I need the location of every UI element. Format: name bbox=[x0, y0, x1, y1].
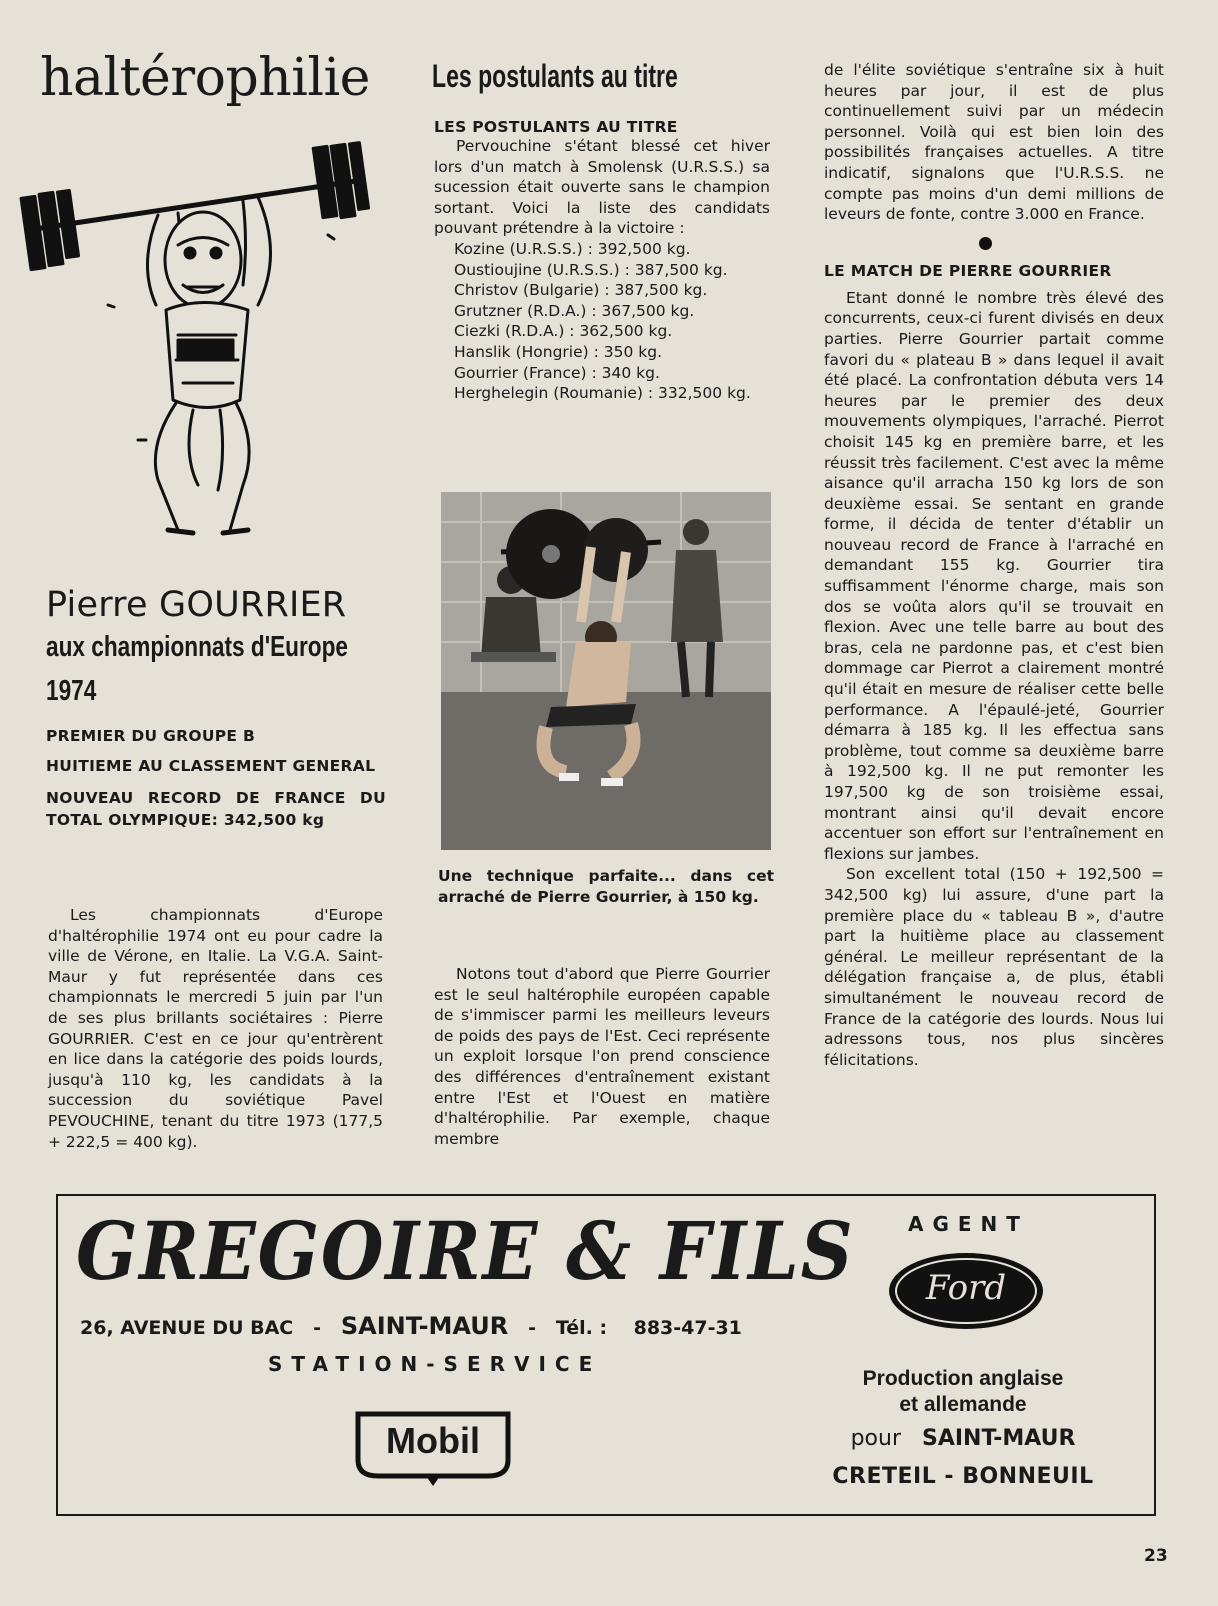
ad-tel: 883-47-31 bbox=[633, 1317, 742, 1339]
ad-production-line: Production anglaise bbox=[862, 1367, 1064, 1390]
mobil-wordmark: Mobil bbox=[386, 1420, 480, 1461]
headline-subtitle: aux championnats d'Europe bbox=[46, 631, 349, 663]
body-paragraph: de l'élite soviétique s'entraîne six à huit heures par jour, il est de plus continuellement suivi par un médecin personnel. Voilà qui est bien loin des possibilités françaises actuelles. A titre indicatif, signalons que l'U.R.S.S. ne compte pas moins d'un demi millions de leveurs de fonte, contre 3.000 en France. bbox=[824, 61, 1164, 224]
headline-year: 1974 bbox=[46, 675, 97, 707]
kicker-group: PREMIER DU GROUPE B bbox=[46, 727, 256, 745]
ad-separator: - bbox=[528, 1317, 536, 1339]
headline-name: Pierre GOURRIER bbox=[46, 585, 347, 625]
body-paragraph: Les championnats d'Europe d'haltérophilie 1974 ont eu pour cadre la ville de Vérone, en Italie. La V.G.A. Saint-Maur y fut représentée dans ces championnats le mercredi 5 juin par l'un de ses plus brillants sociétaires : Pierre GOURRIER. C'est en ce jour qu'entrèrent en lice dans la catégorie des poids lourds, jusqu'à 110 kg, les candidats à la succession du soviétique Pavel PEVOUCHINE, tenant du titre 1973 (177,5 + 222,5 = 400 kg). bbox=[48, 906, 383, 1151]
article-headline bbox=[46, 585, 386, 831]
list-item: Ciezki (R.D.A.) : 362,500 kg. bbox=[454, 322, 673, 341]
ford-wordmark: Ford bbox=[925, 1268, 1007, 1308]
body-paragraph: Notons tout d'abord que Pierre Gourrier est le seul haltérophile européen capable de s'immiscer parmi les meilleurs leveurs de poids des pays de l'Est. Ceci représente un exploit lorsque l'on prend conscience des différences d'entraînement existant entre l'Est et l'Ouest en matière d'haltérophilie. Par exemple, chaque membre bbox=[434, 965, 770, 1148]
ad-city: SAINT-MAUR bbox=[340, 1312, 509, 1340]
ad-production bbox=[798, 1366, 1128, 1418]
list-item: Oustioujine (U.R.S.S.) : 387,500 kg. bbox=[454, 260, 728, 279]
page-number: 23 bbox=[1144, 1546, 1168, 1566]
ad-production-line: et allemande bbox=[899, 1393, 1027, 1416]
advertisement bbox=[56, 1194, 1156, 1516]
candidates-intro: Pervouchine s'étant blessé cet hiver lors d'un match à Smolensk (U.R.S.S.) sa sucession était ouverte sans le champion sortant. Voici la liste des candidats pouvant prétendre à la victoire : bbox=[434, 137, 770, 238]
section-title: haltérophilie bbox=[40, 48, 370, 108]
weightlifter-illustration bbox=[8, 135, 378, 555]
kicker-record: NOUVEAU RECORD DE FRANCE DU TOTAL OLYMPIQUE: 342,500 kg bbox=[46, 789, 386, 829]
ad-separator: - bbox=[313, 1317, 321, 1339]
column-3-subheading: LE MATCH DE PIERRE GOURRIER bbox=[824, 261, 1112, 280]
column-2-body bbox=[434, 964, 770, 1149]
weightlifting-photo bbox=[441, 492, 771, 850]
column-3 bbox=[824, 60, 1164, 1070]
list-item: Kozine (U.R.S.S.) : 392,500 kg. bbox=[454, 239, 691, 258]
column-2-top bbox=[434, 118, 770, 404]
ad-station: STATION-SERVICE bbox=[268, 1352, 602, 1376]
list-item: Hanslik (Hongrie) : 350 kg. bbox=[454, 342, 663, 361]
kicker-ranking: HUITIEME AU CLASSEMENT GENERAL bbox=[46, 757, 376, 775]
ad-address bbox=[80, 1312, 742, 1340]
ad-agent: AGENT bbox=[908, 1212, 1029, 1236]
candidates-list bbox=[434, 239, 770, 404]
ad-street: 26, AVENUE DU BAC bbox=[80, 1317, 294, 1339]
body-paragraph: Etant donné le nombre très élevé des concurrents, ceux-ci furent divisés en deux parties. Pierre Gourrier partait comme favori du « plateau B » dans lequel il avait été placé. La confrontation débuta vers 14 heures par le premier des deux mouvements olympiques, l'arraché. Pierrot choisit 145 kg en première barre, et les réussit très facilement. C'est avec la même aisance qu'il arracha 150 kg lors de son deuxième essai. Se sentant en grande forme, il décida de tenter d'établir un nouveau record de France à l'arraché en demandant 155 kg. Gourrier tira suffisamment l'énorme charge, mais son dos se voûta alors qu'il se trouvait en flexion. Avec une telle barre au bout des bras, cela ne pardonne pas, et c'est bien dommage car Pierrot a clairement montré qu'il était en mesure de réaliser cette belle performance. A l'épaulé-jeté, Gourrier démarra à 185 kg. Il les effectua sans problème, tout comme sa deuxième barre à 192,500 kg. Il ne put remonter les 197,500 kg de son troisième essai, montrant ainsi qu'il devait encore accentuer son effort sur l'entraînement en flexions sur jambes. bbox=[824, 288, 1164, 863]
body-paragraph: Son excellent total (150 + 192,500 = 342,500 kg) lui assure, d'une part la première place du « tableau B », d'autre part la huitième place au classement général. Le meilleur représentant de la délégation française a, de plus, établi simultanément le nouveau record de France de la catégorie des lourds. Nous lui adressons tous, nos plus sincères félicitations. bbox=[824, 865, 1164, 1069]
ad-pour-city: SAINT-MAUR bbox=[921, 1426, 1076, 1451]
list-item: Christov (Bulgarie) : 387,500 kg. bbox=[454, 281, 708, 300]
mobil-logo bbox=[348, 1406, 518, 1490]
ad-company-name: GREGOIRE & FILS bbox=[76, 1204, 855, 1298]
list-item: Gourrier (France) : 340 kg. bbox=[454, 363, 660, 382]
list-item: Grutzner (R.D.A.) : 367,500 kg. bbox=[454, 301, 695, 320]
column-2-subheading: LES POSTULANTS AU TITRE bbox=[434, 118, 678, 136]
ad-pour-line bbox=[798, 1426, 1128, 1451]
list-item: Herghelegin (Roumanie) : 332,500 kg. bbox=[454, 384, 751, 403]
ad-towns: CRETEIL - BONNEUIL bbox=[832, 1464, 1094, 1489]
ad-pour: pour bbox=[850, 1426, 901, 1451]
bullet-separator bbox=[979, 237, 992, 250]
column-2-heading: Les postulants au titre bbox=[432, 58, 678, 94]
ad-tel-label: Tél. : bbox=[555, 1317, 608, 1339]
column-1-body bbox=[48, 905, 383, 1152]
photo-caption: Une technique parfaite... dans cet arraché de Pierre Gourrier, à 150 kg. bbox=[438, 867, 774, 906]
ford-logo bbox=[886, 1250, 1046, 1332]
